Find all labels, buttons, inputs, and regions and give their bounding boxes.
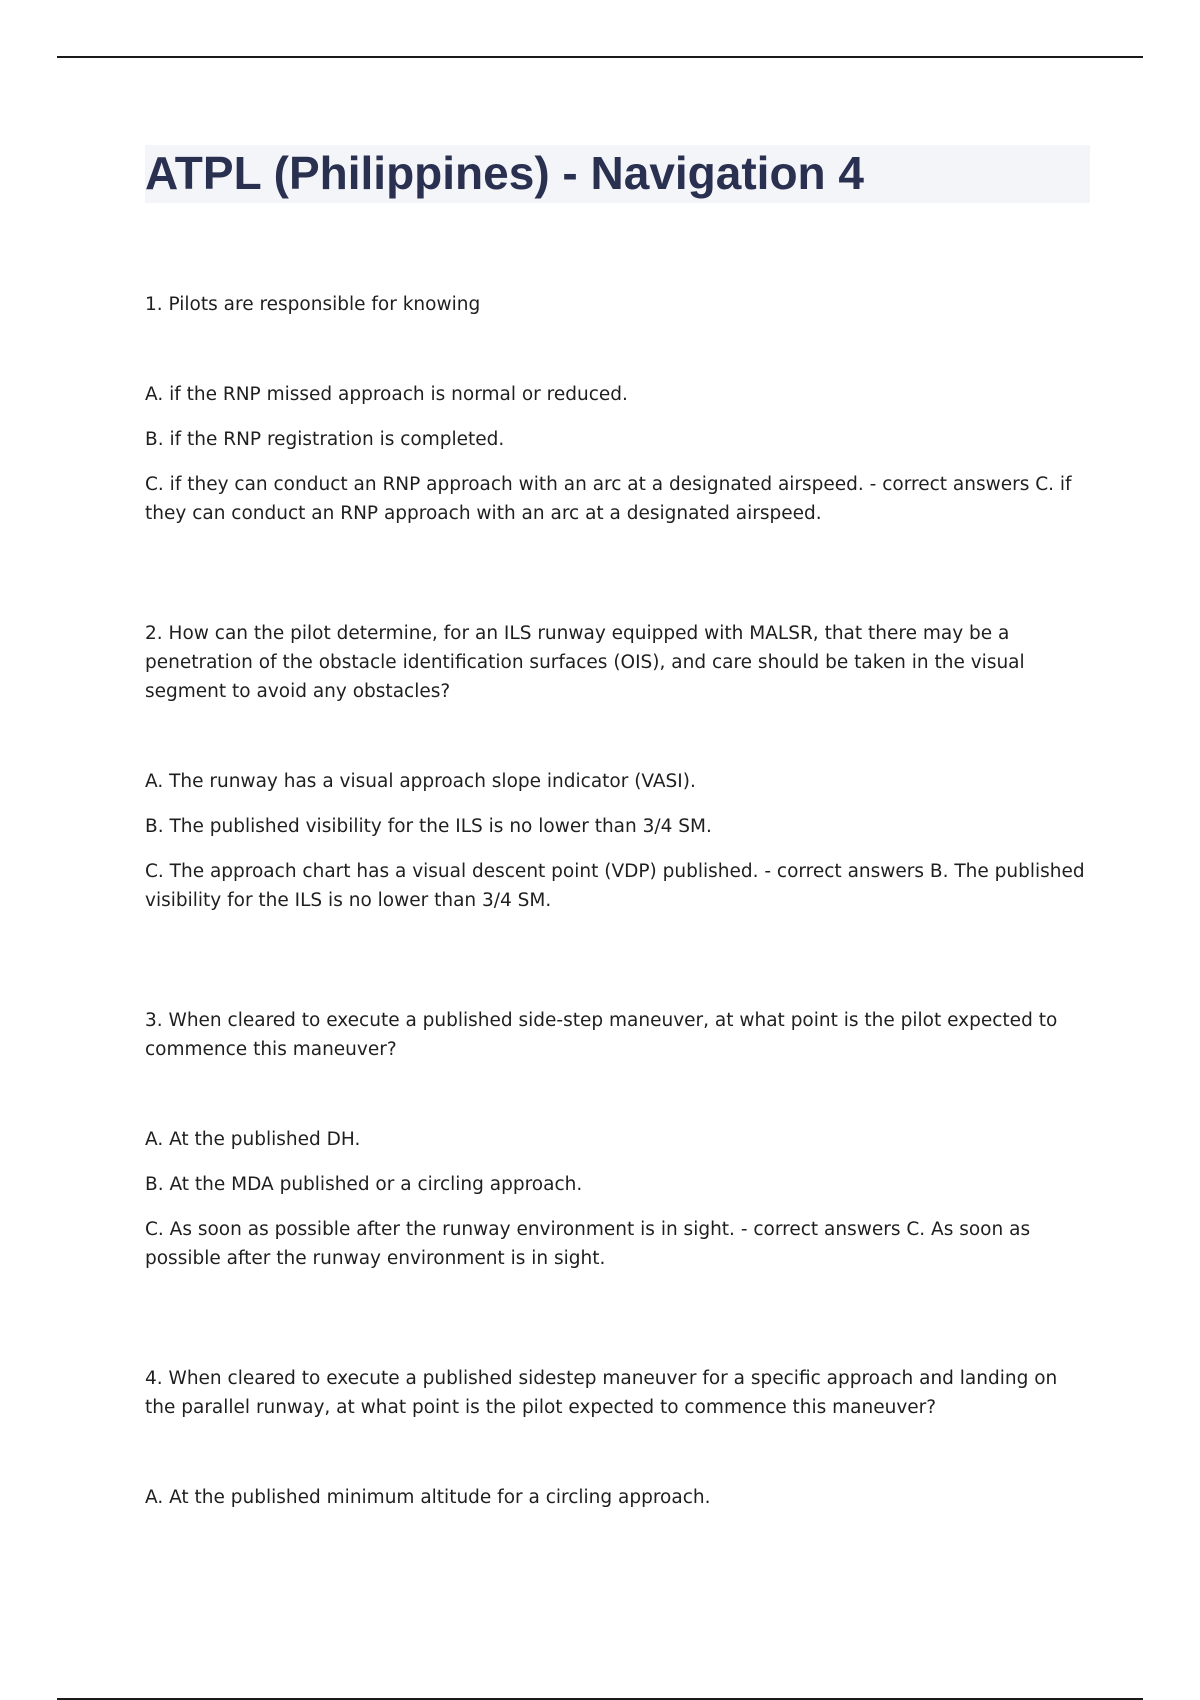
question-block-4 bbox=[145, 1364, 1090, 1512]
answer-option-a: A. At the published DH. bbox=[145, 1129, 361, 1150]
answer-option-b: B. The published visibility for the ILS is no lower than 3/4 SM. bbox=[145, 816, 712, 837]
page-title: ATPL (Philippines) - Navigation 4 bbox=[145, 147, 865, 199]
answer-option-b: B. if the RNP registration is completed. bbox=[145, 429, 505, 450]
question-list bbox=[145, 290, 1090, 1603]
answer-option-c: C. if they can conduct an RNP approach with an arc at a designated airspeed. - correct answers C. if they can conduct an RNP approach with an arc at a designated airspeed. bbox=[145, 474, 1072, 524]
top-divider bbox=[57, 56, 1143, 58]
answer-option-a: A. The runway has a visual approach slope indicator (VASI). bbox=[145, 771, 696, 792]
question-text: 2. How can the pilot determine, for an ILS runway equipped with MALSR, that there may be a penetration of the obstacle identification surfaces (OIS), and care should be taken in the visual segment to avoid any obstacles? bbox=[145, 623, 1025, 702]
answer-option-b: B. At the MDA published or a circling approach. bbox=[145, 1174, 583, 1195]
answer-option-c: C. The approach chart has a visual descent point (VDP) published. - correct answers B. The published visibility for the ILS is no lower than 3/4 SM. bbox=[145, 861, 1085, 911]
question-block-2 bbox=[145, 619, 1090, 915]
answer-option-a: A. if the RNP missed approach is normal or reduced. bbox=[145, 384, 628, 405]
answer-option-a: A. At the published minimum altitude for a circling approach. bbox=[145, 1487, 711, 1508]
question-text: 4. When cleared to execute a published sidestep maneuver for a specific approach and landing on the parallel runway, at what point is the pilot expected to commence this maneuver? bbox=[145, 1368, 1058, 1418]
question-block-1 bbox=[145, 290, 1090, 528]
question-block-3 bbox=[145, 1006, 1090, 1273]
question-text: 3. When cleared to execute a published side-step maneuver, at what point is the pilot expected to commence this maneuver? bbox=[145, 1010, 1058, 1060]
answer-option-c: C. As soon as possible after the runway environment is in sight. - correct answers C. As soon as possible after the runway environment is in sight. bbox=[145, 1219, 1031, 1269]
question-text: 1. Pilots are responsible for knowing bbox=[145, 294, 481, 315]
